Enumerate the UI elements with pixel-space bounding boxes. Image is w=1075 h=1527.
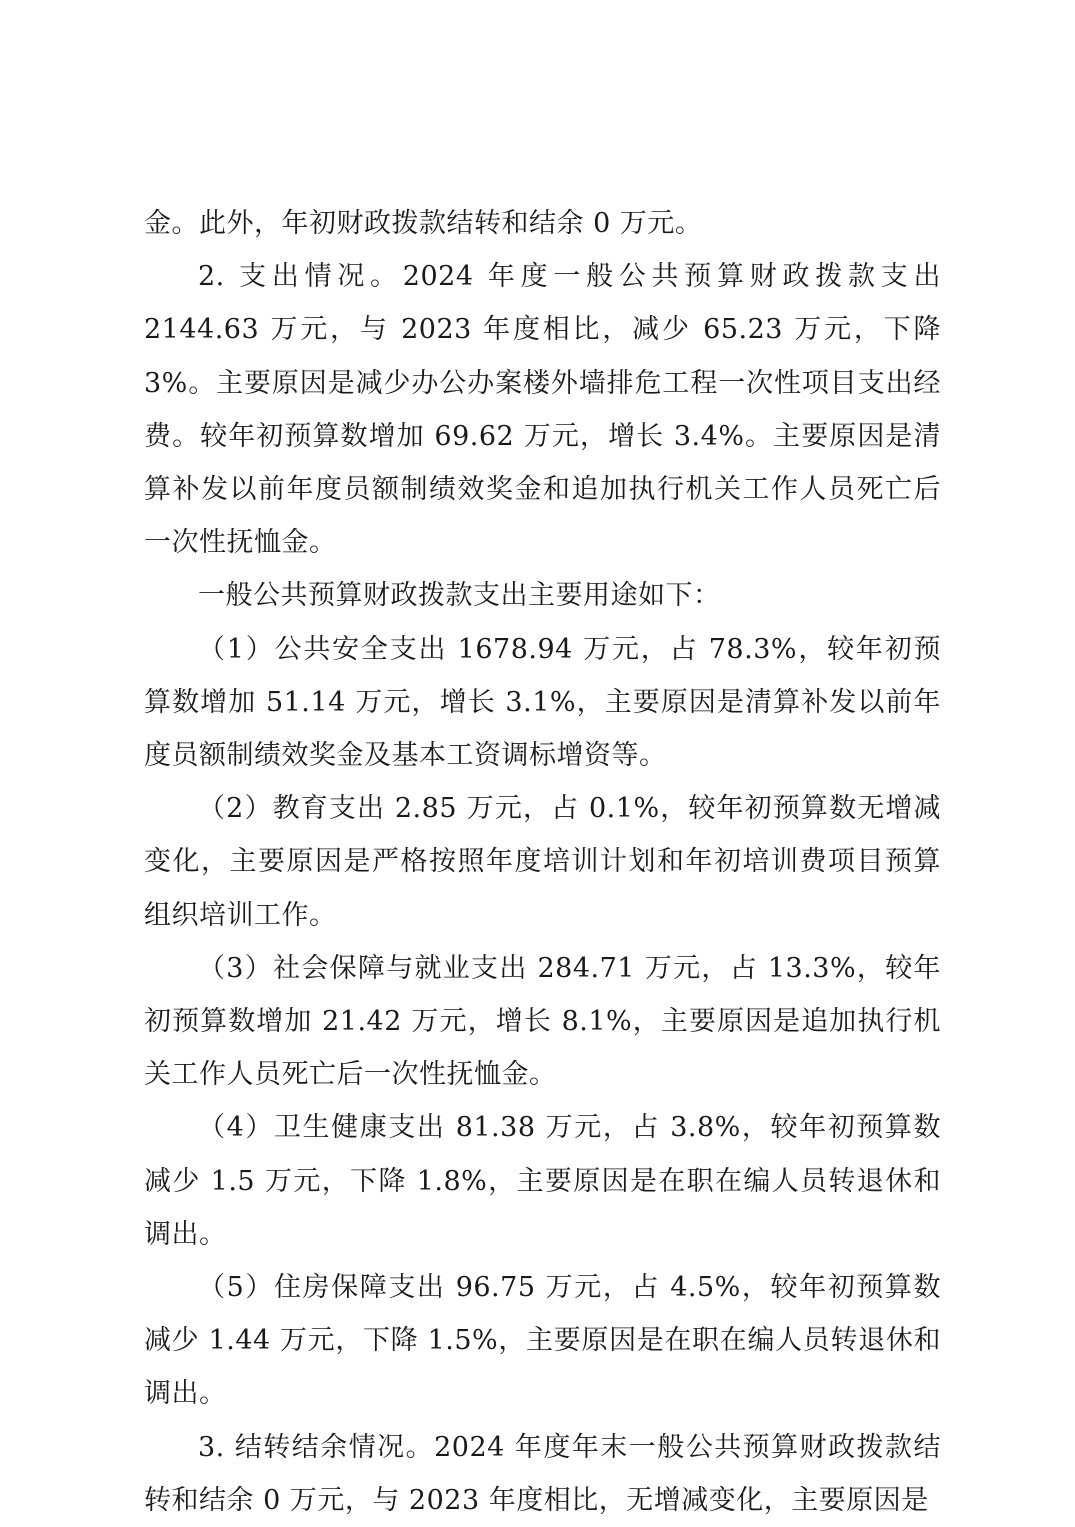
paragraph-housing: （5）住房保障支出 96.75 万元，占 4.5%，较年初预算数减少 1.44 万元，下降 1.5%，主要原因是在职在编人员转退休和调出。 xyxy=(144,1272,941,1410)
paragraph-continuation: 金。此外，年初财政拨款结转和结余 0 万元。 xyxy=(144,208,703,239)
paragraph-social-security: （3）社会保障与就业支出 284.71 万元，占 13.3%，较年初预算数增加 21.42 万元，增长 8.1%，主要原因是追加执行机关工作人员死亡后一次性抚恤金。 xyxy=(144,952,941,1091)
paragraph-education: （2）教育支出 2.85 万元，占 0.1%，较年初预算数无增减变化，主要原因是严格按照年度培训计划和年初培训费项目预算组织培训工作。 xyxy=(144,793,941,931)
paragraph-public-safety: （1）公共安全支出 1678.94 万元，占 78.3%，较年初预算数增加 51.14 万元，增长 3.1%，主要原因是清算补发以前年度员额制绩效奖金及基本工资调标增资等。 xyxy=(144,633,941,772)
paragraph-health: （4）卫生健康支出 81.38 万元，占 3.8%，较年初预算数减少 1.5 万元，下降 1.8%，主要原因是在职在编人员转退休和调出。 xyxy=(144,1112,941,1250)
paragraph-carryover: 3. 结转结余情况。2024 年度年末一般公共预算财政拨款结转和结余 0 万元，与 2023 年度相比，无增减变化，主要原因是 xyxy=(144,1431,941,1516)
body-text xyxy=(144,197,941,1527)
paragraph-expenditure-overview: 2. 支出情况。2024 年度一般公共预算财政拨款支出 2144.63 万元，与 2023 年度相比，减少 65.23 万元，下降 3%。主要原因是减少办公办案楼外墙排危工程一次性项目支出经费。较年初预算数增加 69.62 万元，增长 3.4%。主要原因是清算补发以前年度员额制绩效奖金和追加执行机关工作人员死亡后一次性抚恤金。 xyxy=(144,261,941,559)
paragraph-main-uses-intro: 一般公共预算财政拨款支出主要用途如下： xyxy=(198,580,721,612)
